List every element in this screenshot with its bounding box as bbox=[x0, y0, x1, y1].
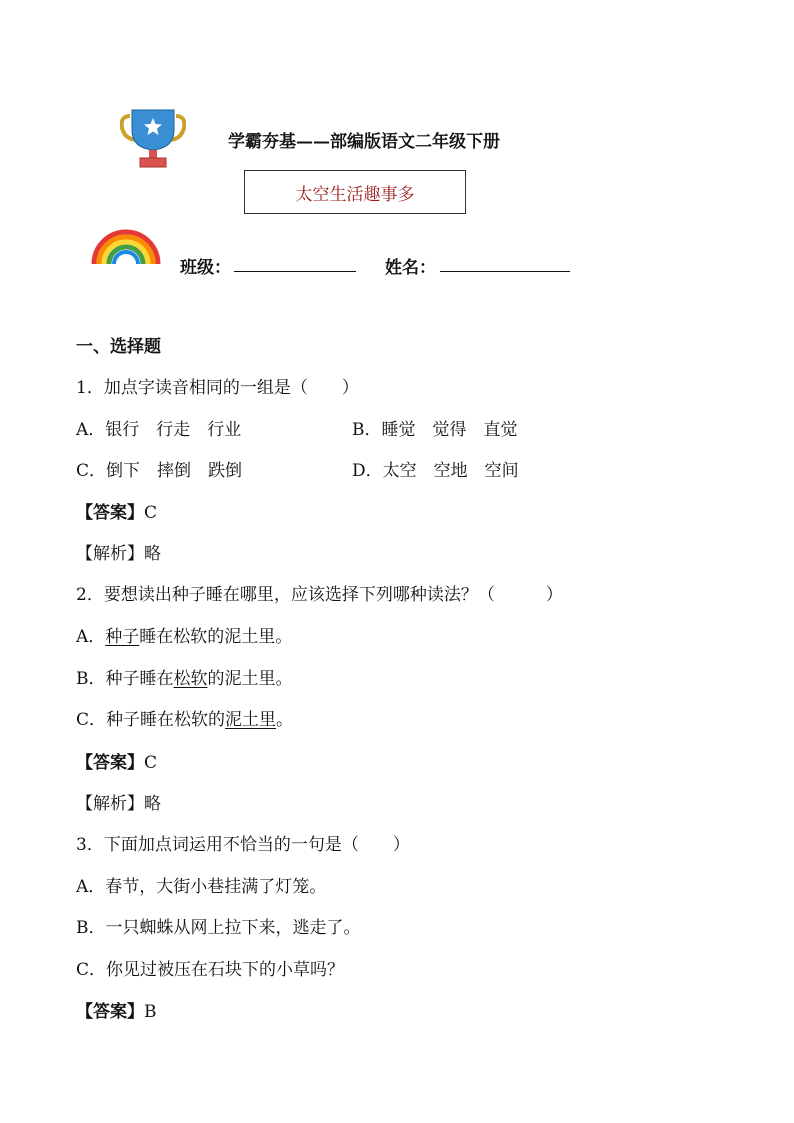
rainbow-icon bbox=[90, 228, 162, 266]
analysis-label: 【解析】 bbox=[76, 794, 144, 814]
underlined-text: 泥土里 bbox=[225, 710, 277, 730]
question-3-stem: 3．下面加点词运用不恰当的一句是（ ） bbox=[76, 835, 410, 855]
question-1-option-c: C．倒下 摔倒 跌倒 bbox=[76, 461, 243, 481]
question-3-option-a: A．春节，大街小巷挂满了灯笼。 bbox=[76, 877, 327, 897]
analysis-label: 【解析】 bbox=[76, 544, 144, 564]
underlined-text: 种子 bbox=[105, 627, 140, 647]
lesson-title: 太空生活趣事多 bbox=[295, 184, 415, 205]
question-1-option-b: B．睡觉 觉得 直觉 bbox=[352, 420, 518, 440]
question-3-option-b: B．一只蜘蛛从网上拉下来，逃走了。 bbox=[76, 918, 361, 938]
question-1-answer bbox=[76, 501, 157, 525]
question-2-answer bbox=[76, 751, 157, 775]
option-prefix: A． bbox=[76, 627, 106, 647]
option-prefix: B．种子睡在 bbox=[76, 669, 174, 689]
class-label: 班级： bbox=[180, 258, 231, 278]
question-1-stem: 1．加点字读音相同的一组是（ ） bbox=[76, 378, 359, 398]
underlined-text: 松软 bbox=[173, 669, 208, 689]
name-input-line[interactable] bbox=[440, 271, 570, 272]
section-heading: 一、选择题 bbox=[76, 337, 161, 357]
option-prefix: C．种子睡在松软的 bbox=[76, 710, 226, 730]
question-3-answer bbox=[76, 1000, 157, 1024]
answer-label: 【答案】 bbox=[76, 753, 144, 773]
question-2-option-a bbox=[76, 625, 292, 649]
option-rest: 的泥土里。 bbox=[207, 669, 293, 689]
question-3-option-c: C．你见过被压在石块下的小草吗？ bbox=[76, 960, 345, 980]
question-1-option-d: D．太空 空地 空间 bbox=[352, 461, 519, 481]
answer-label: 【答案】 bbox=[76, 1002, 144, 1022]
option-rest: 睡在松软的泥土里。 bbox=[139, 627, 293, 647]
question-1-option-a: A．银行 行走 行业 bbox=[76, 420, 242, 440]
trophy-icon bbox=[120, 108, 186, 170]
lesson-title-box bbox=[244, 170, 466, 214]
analysis-value: 略 bbox=[144, 794, 161, 814]
question-2-option-c bbox=[76, 708, 293, 732]
page-title: 学霸夯基——部编版语文二年级下册 bbox=[228, 132, 500, 152]
answer-label: 【答案】 bbox=[76, 503, 144, 523]
question-2-option-b bbox=[76, 667, 293, 691]
answer-value: C bbox=[144, 753, 158, 773]
question-1-analysis bbox=[76, 542, 161, 566]
option-rest: 。 bbox=[276, 710, 294, 730]
class-input-line[interactable] bbox=[234, 271, 356, 272]
analysis-value: 略 bbox=[144, 544, 161, 564]
answer-value: C bbox=[144, 503, 158, 523]
question-2-analysis bbox=[76, 792, 161, 816]
answer-value: B bbox=[144, 1002, 157, 1022]
question-2-stem: 2．要想读出种子睡在哪里，应该选择下列哪种读法？（ ） bbox=[76, 585, 563, 605]
name-label: 姓名： bbox=[385, 258, 436, 278]
